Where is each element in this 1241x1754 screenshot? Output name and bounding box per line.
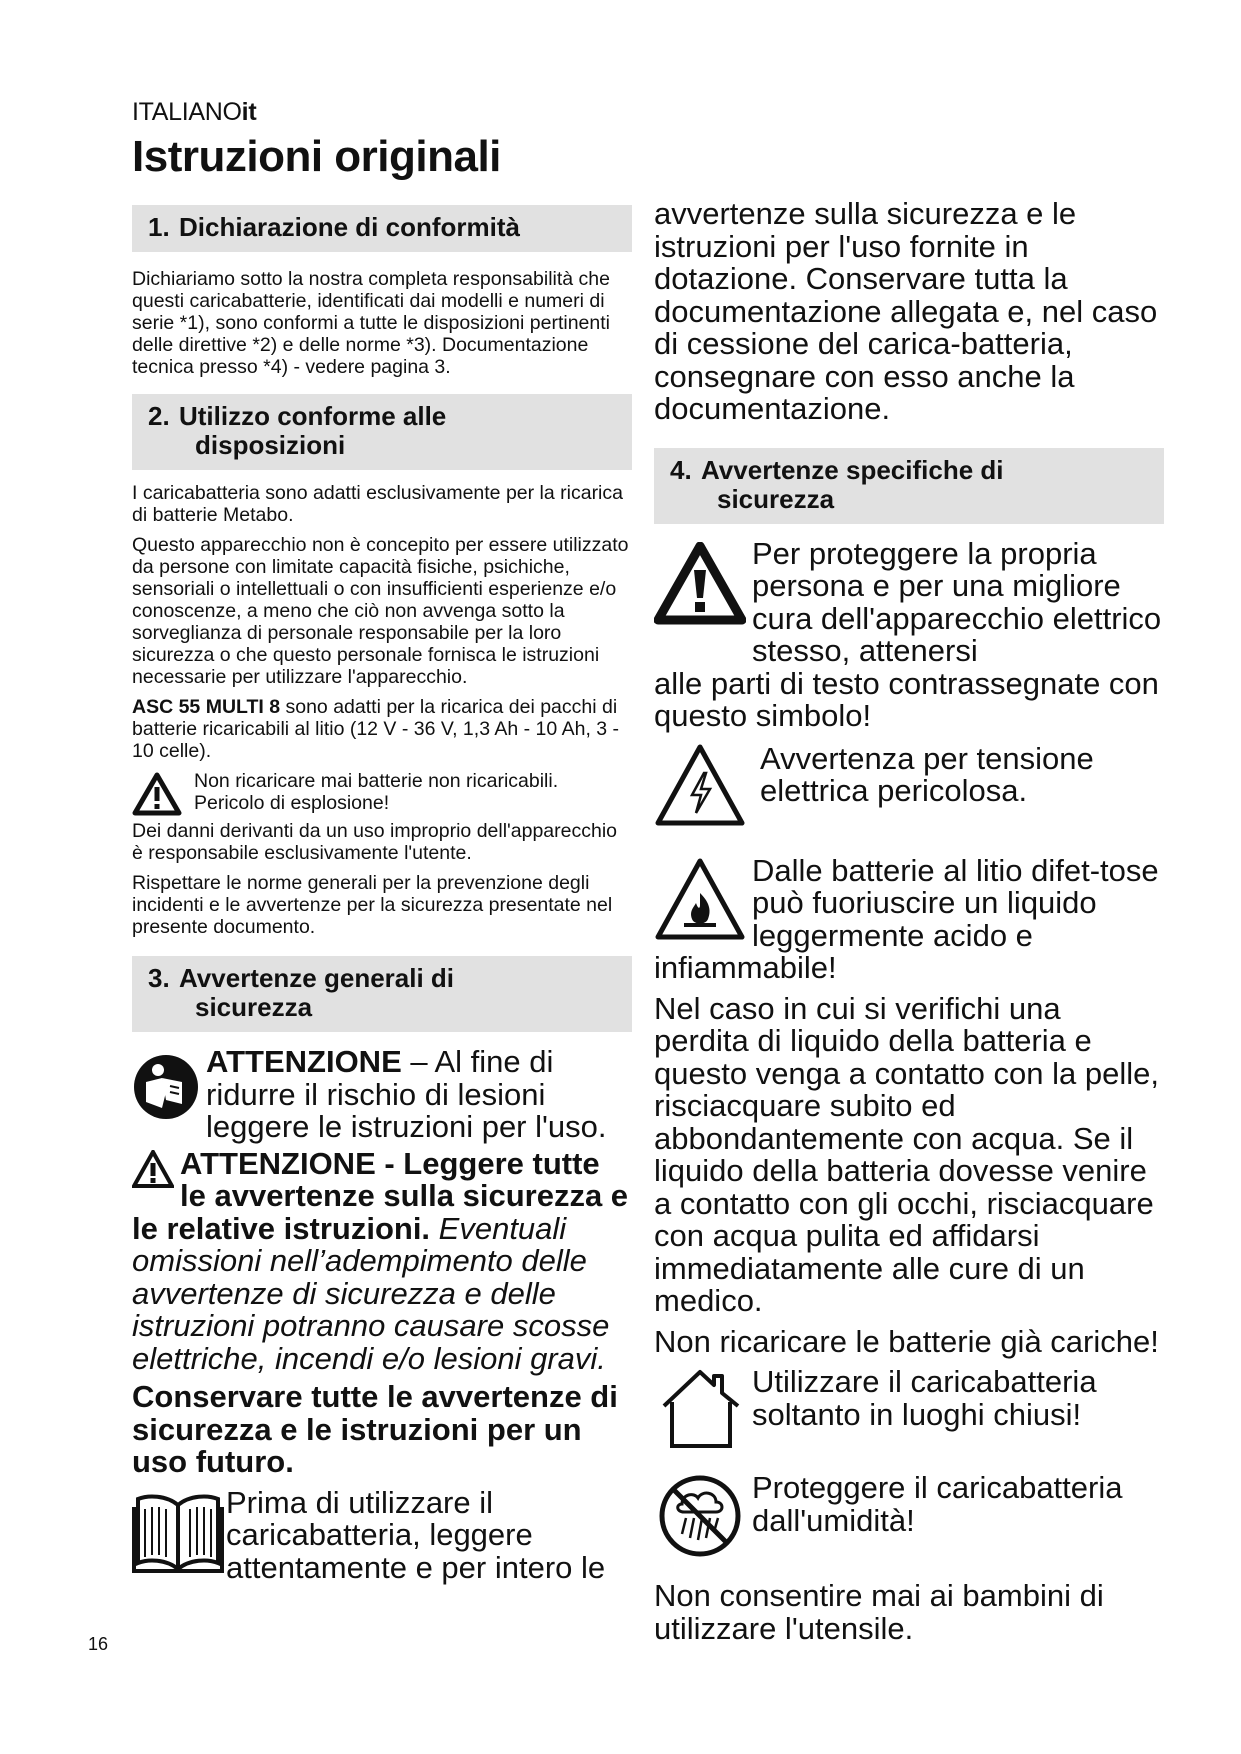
section-2-p4: Dei danni derivanti da un uso improprio dell'apparecchio è responsabile esclusivamente l'utente.: [132, 820, 618, 864]
leak-instructions: Nel caso in cui si verifichi una perdita di liquido della batteria e questo venga a contatto con la pelle, risciacquare subito ed abbondantemente con acqua. Se il liquido della batteria dovesse venire a contatto con gli occhi, risciacquare con acqua pulita ed affidarsi immediatamente alle cure di un medico.: [654, 990, 1159, 1318]
section-4-heading: 4. Avvertenze specifiche di sicurezza: [654, 448, 1164, 524]
section-2-p2: Questo apparecchio non è concepito per essere utilizzato da persone con limitate capacità fisiche, psichiche, sensoriali o intellettuali o con insufficienti esperienze e/o conoscenze, a meno che ciò non avvenga sotto la sorveglianza di personale responsabile per la loro sicurezza o che questo personale fornisca le istruzioni necessarie per utilizzare l'apparecchio.: [132, 534, 629, 688]
section-1-heading: 1. Dichiarazione di conformità: [132, 205, 632, 252]
keep-instructions: Conservare tutte le avvertenze di sicurezza e le istruzioni per un uso futuro.: [132, 1379, 618, 1479]
warning-triangle-icon: [132, 1150, 174, 1188]
section-2-heading: 2. Utilizzo conforme alle disposizioni: [132, 394, 632, 470]
continued-text: avvertenze sulla sicurezza e le istruzioni per l'uso fornite in dotazione. Conservare tutta la documentazione allegata e, nel caso di cessione del carica-batteria, consegnare con esso anche la documentazione.: [654, 196, 1158, 426]
no-rain-icon: [654, 1472, 746, 1558]
warning-symbol-note: Per proteggere la propria persona e per una migliore cura dell'apparecchio elettrico stesso, attenersi: [654, 538, 1164, 668]
page-number: 16: [88, 1634, 109, 1654]
warning-symbol-note-cont: alle parti di testo contrassegnate con questo simbolo!: [654, 665, 1159, 733]
fire-warning-cont: infiammabile!: [654, 950, 837, 985]
section-2-p3: ASC 55 MULTI 8 sono adatti per la ricarica dei pacchi di batterie ricaricabili al litio (12 V - 36 V, 1,3 Ah - 10 Ah, 3 - 10 celle).: [132, 696, 620, 762]
warning-triangle-icon: [654, 542, 746, 626]
attention-manual: ATTENZIONE – Al fine di ridurre il rischio di lesioni leggere le istruzioni per l'uso.: [132, 1046, 632, 1144]
manual-reading-icon: [132, 1052, 200, 1122]
section-3-heading: 3. Avvertenze generali di sicurezza: [132, 956, 632, 1032]
section-2-p5: Rispettare le norme generali per la prevenzione degli incidenti e le avvertenze per la sicurezza presentate nel presente documento.: [132, 872, 613, 938]
indoor-use: Utilizzare il caricabatteria soltanto in luoghi chiusi!: [654, 1366, 1164, 1450]
explosion-warning: Non ricaricare mai batterie non ricaricabili. Pericolo di esplosione!: [132, 770, 632, 816]
warning-triangle-icon: [132, 772, 182, 816]
indoor-house-icon: [654, 1366, 746, 1450]
page-title: Istruzioni originali: [132, 132, 501, 181]
fire-hazard-icon: [654, 857, 746, 943]
fire-warning: Dalle batterie al litio difet-tose può fuoriuscire un liquido leggermente acido e: [654, 855, 1164, 953]
left-column: [132, 205, 632, 1584]
children-warning: Non consentire mai ai bambini di utilizzare l'utensile.: [654, 1578, 1104, 1646]
section-2-p1: I caricabatteria sono adatti esclusivamente per la ricarica di batterie Metabo.: [132, 482, 623, 526]
read-before-use: Prima di utilizzare il caricabatteria, leggere attentamente e per intero le: [132, 1487, 632, 1585]
section-1-body: Dichiariamo sotto la nostra completa responsabilità che questi caricabatterie, identificati dai modelli e numeri di serie *1), sono conformi a tutte le disposizioni pertinenti delle direttive *2) e delle norme *3). Documentazione tecnica presso *4) - vedere pagina 3.: [132, 268, 610, 378]
electric-warning: Avvertenza per tensione elettrica pericolosa.: [654, 743, 1164, 829]
humidity-warning: Proteggere il caricabatteria dall'umidità!: [654, 1472, 1164, 1558]
no-recharge-charged: Non ricaricare le batterie già cariche!: [654, 1323, 1159, 1359]
right-column: [654, 198, 1164, 1645]
electric-hazard-icon: [654, 743, 746, 829]
open-book-icon: [132, 1491, 224, 1577]
language-label: ITALIANOit: [132, 98, 257, 126]
attention-read-all: ATTENZIONE - Leggere tutte le avvertenze sulla sicurezza e le relative istruzioni. Eventuali omissioni nell’adempimento delle avvertenze di sicurezza e delle istruzioni potranno causare scosse elettriche, incendi e/o lesioni gravi.: [132, 1145, 629, 1376]
